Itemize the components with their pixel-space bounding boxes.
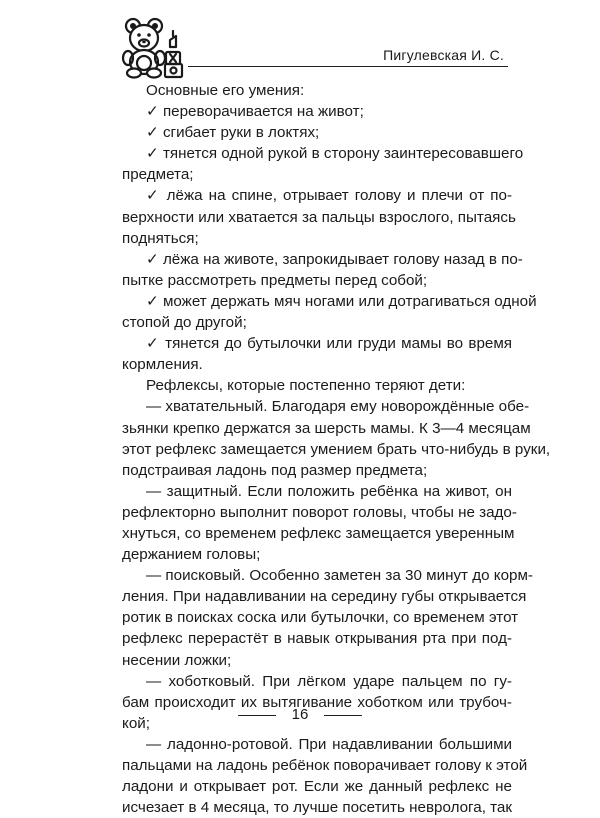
text-line: рефлекс перерастёт в навык открывания рта при под- xyxy=(122,630,512,648)
text-line: этот рефлекс замещается умением брать что-нибудь в руки, xyxy=(122,440,551,458)
text-line: пытке рассмотреть предметы перед собой; xyxy=(122,271,428,289)
text-line: Рефлексы, которые постепенно теряют дети: xyxy=(146,377,466,395)
text-line: держанием головы; xyxy=(122,546,261,564)
text-line: ✓ переворачивается на живот; xyxy=(146,103,364,121)
text-line: ✓ лёжа на животе, запрокидывает голову назад в по- xyxy=(146,250,523,268)
page-number: 16 xyxy=(291,706,309,723)
text-line: ладони и открывает рот. Если же данный рефлекс не xyxy=(122,778,512,796)
text-line: подняться; xyxy=(122,229,199,247)
text-line: кой; xyxy=(122,714,150,732)
text-line: кормления. xyxy=(122,356,203,374)
text-line: зьянки крепко держатся за шерсть мамы. К 3—4 месяцам xyxy=(122,419,531,437)
text-line: Основные его умения: xyxy=(146,82,305,99)
text-line: хнуться, со временем рефлекс замещается уверенным xyxy=(122,524,515,542)
text-line: бам происходит их вытягивание хоботком или трубоч- xyxy=(122,693,512,711)
text-line: рефлекторно выполнит поворот головы, чтобы не задо- xyxy=(122,503,517,521)
text-line: — ладонно-ротовой. При надавливании большими xyxy=(146,735,512,753)
header-rule xyxy=(188,66,508,67)
text-line: стопой до другой; xyxy=(122,314,247,332)
text-line: ✓ тянется одной рукой в сторону заинтересовавшего xyxy=(146,145,524,163)
text-line: — защитный. Если положить ребёнка на живот, он xyxy=(146,482,512,500)
text-line: ротик в поисках соска или бутылочки, со временем этот xyxy=(122,609,519,627)
text-line: ✓ тянется до бутылочки или груди мамы во время xyxy=(146,335,512,353)
text-line: — хватательный. Благодаря ему новорождённые обе- xyxy=(146,398,530,416)
text-line: несении ложки; xyxy=(122,651,232,669)
running-header-author: Пигулевская И. С. xyxy=(383,47,504,63)
text-line: подстраивая ладонь под размер предмета; xyxy=(122,461,428,479)
footer-rule-left xyxy=(238,715,276,716)
text-line: — хоботковый. При лёгком ударе пальцем по гу- xyxy=(146,672,512,690)
text-line: верхности или хватается за пальцы взрослого, пытаясь xyxy=(122,208,516,226)
text-line: предмета; xyxy=(122,166,194,184)
text-line: ления. При надавливании на середину губы открывается xyxy=(122,588,527,606)
text-line: ✓ лёжа на спине, отрывает голову и плечи от по- xyxy=(146,187,512,205)
text-line: ✓ может держать мяч ногами или дотрагиваться одной xyxy=(146,292,537,310)
text-line: — поисковый. Особенно заметен за 30 минут до корм- xyxy=(146,567,533,585)
footer-rule-right xyxy=(324,715,362,716)
text-line: исчезает в 4 месяца, то лучше посетить невролога, так xyxy=(122,799,513,817)
teddy-bear-logo-icon xyxy=(118,14,188,80)
text-line: пальцами на ладонь ребёнок поворачивает голову к этой xyxy=(122,757,528,774)
text-line: ✓ сгибает руки в локтях; xyxy=(146,124,320,142)
page-footer xyxy=(0,706,600,723)
